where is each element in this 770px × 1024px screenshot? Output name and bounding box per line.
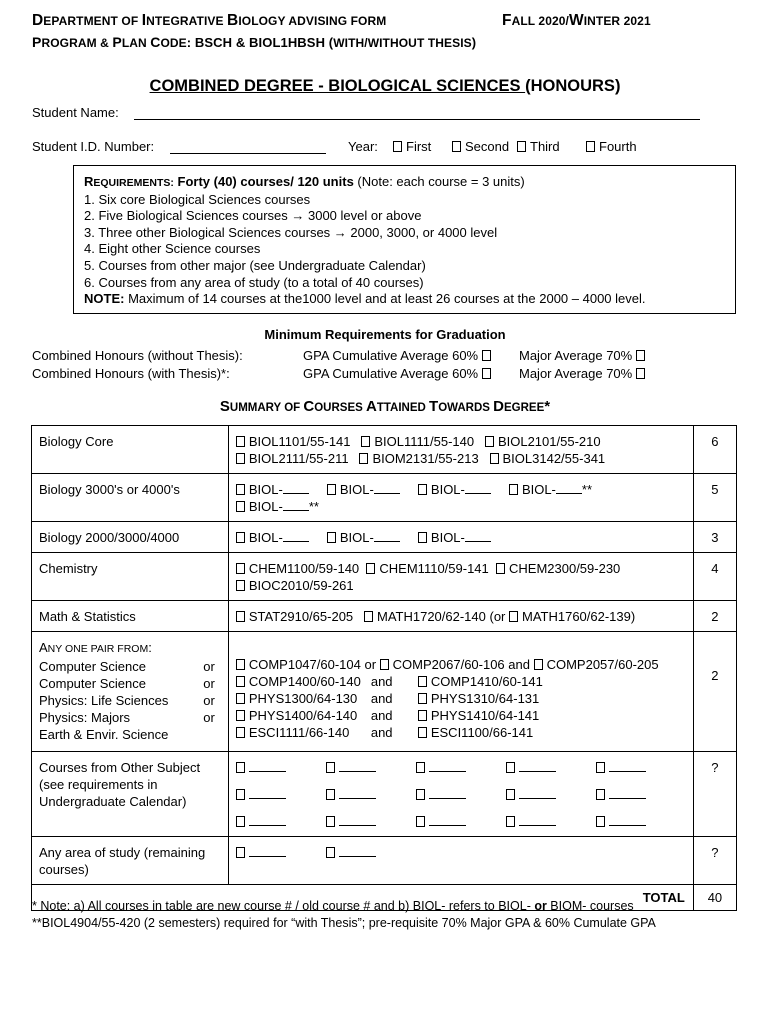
blank-course-entry[interactable] [596,759,686,776]
checkbox-icon[interactable] [418,693,427,704]
footnote-2: **BIOL4904/55-420 (2 semesters) required for “with Thesis”; pre-requisite 70% Major GPA & 60% Cumulate GPA [32,916,656,930]
checkbox-icon[interactable] [418,710,427,721]
min-requirements-title: Minimum Requirements for Graduation [264,327,506,342]
table-row [32,837,737,885]
min-req-label-with-thesis: Combined Honours (with Thesis)*: [32,366,230,381]
checkbox-icon[interactable] [236,693,245,704]
blank-line[interactable] [249,814,286,826]
checkbox-icon[interactable] [236,847,245,858]
blank-course-entry[interactable] [326,786,416,803]
course-list [228,837,693,885]
course-check[interactable]: ESCI1111/66-140 [236,724,371,741]
course-check[interactable]: PHYS1310/64-131 [418,690,686,707]
checkbox-icon[interactable] [236,789,245,800]
checkbox-icon[interactable] [636,350,645,361]
requirement-item: 3. Three other Biological Sciences courses → 2000, 3000, or 4000 level [84,224,498,240]
course-check[interactable]: MATH1760/62-139) [509,609,635,624]
blank-course-entry[interactable] [506,759,596,776]
checkbox-icon[interactable] [416,789,425,800]
row-label: ANY ONE PAIR FROM: Computer Science or Computer Science or Physics: Life Sciences or Physics: Majors or Earth & Envir. Science [32,632,229,752]
blank-course-entry[interactable] [326,844,416,861]
blank-course-entry[interactable] [596,813,686,830]
course-list [228,601,693,632]
course-count: ? [693,837,736,885]
year-second-option[interactable]: Second [452,139,509,154]
course-check[interactable]: COMP1410/60-141 [418,673,686,690]
department-header: DEPARTMENT OF INTEGRATIVE BIOLOGY ADVISING FORM [32,12,387,29]
checkbox-icon[interactable] [380,659,389,670]
checkbox-icon[interactable] [236,484,245,495]
checkbox-icon[interactable] [490,453,499,464]
row-label: Courses from Other Subject (see requirements in Undergraduate Calendar) [32,752,229,837]
checkbox-icon[interactable] [482,368,491,379]
course-check[interactable]: BIOL2111/55-211 [236,451,349,466]
blank-line[interactable] [609,787,646,799]
course-check[interactable]: BIOL3142/55-341 [490,451,606,466]
min-req-label-without-thesis: Combined Honours (without Thesis): [32,348,243,363]
checkbox-icon[interactable] [596,762,605,773]
blank-line[interactable] [339,814,376,826]
requirements-box [73,165,736,314]
course-check[interactable]: BIOL1111/55-140 [361,434,474,449]
row-label: Biology Core [32,426,229,474]
checkbox-icon[interactable] [636,368,645,379]
student-id-label: Student I.D. Number: [32,139,155,154]
checkbox-icon[interactable] [596,789,605,800]
requirement-item: 4. Eight other Science courses [84,241,261,257]
blank-line[interactable] [249,787,286,799]
checkbox-icon[interactable] [517,141,526,152]
course-check[interactable]: BIOL- [418,482,491,497]
course-count: ? [693,752,736,837]
checkbox-icon[interactable] [326,847,335,858]
course-count: 4 [693,553,736,601]
course-count: 3 [693,522,736,553]
program-code: PROGRAM & PLAN CODE: BSCH & BIOL1HBSH (WITH/WITHOUT THESIS) [32,34,477,50]
course-check[interactable]: BIOM2131/55-213 [359,451,478,466]
footnote-1: * Note: a) All courses in table are new course # / old course # and b) BIOL- refers to BIOL- or BIOM- courses [32,899,634,913]
blank-course-entry[interactable] [236,813,326,830]
blank-line[interactable] [249,760,286,772]
course-check[interactable]: COMP2067/60-106 and [380,657,530,672]
blank-course-entry[interactable] [236,759,326,776]
checkbox-icon[interactable] [509,484,518,495]
blank-course-entry[interactable] [596,786,686,803]
course-check[interactable]: COMP2057/60-205 [534,657,659,672]
course-check[interactable]: COMP1047/60-104 or [236,657,376,672]
course-list [228,553,693,601]
table-row [32,632,737,752]
course-check[interactable]: PHYS1400/64-140 [236,707,371,724]
pair-heading: ANY ONE PAIR FROM: [39,640,152,655]
blank-line[interactable] [519,787,556,799]
course-check[interactable]: CHEM1110/59-141 [366,561,488,576]
blank-line[interactable] [249,845,286,857]
checkbox-icon[interactable] [327,484,336,495]
checkbox-icon[interactable] [326,816,335,827]
blank-course-entry[interactable] [236,844,326,861]
course-check[interactable]: ESCI1100/66-141 [418,724,686,741]
checkbox-icon[interactable] [416,816,425,827]
course-check[interactable]: PHYS1300/64-130 [236,690,371,707]
table-row [32,553,737,601]
course-check[interactable]: BIOL- ** [236,499,319,514]
blank-line[interactable] [339,787,376,799]
requirement-item: 5. Courses from other major (see Undergraduate Calendar) [84,257,426,273]
blank-course-entry[interactable] [416,759,506,776]
page-title: COMBINED DEGREE - BIOLOGICAL SCIENCES (HONOURS) [149,77,621,95]
checkbox-icon[interactable] [506,816,515,827]
requirement-item: 6. Courses from any area of study (to a total of 40 courses) [84,274,424,290]
major-avg-with-thesis[interactable]: Major Average 70% [519,366,649,381]
blank-line[interactable] [429,787,466,799]
course-check[interactable]: CHEM2300/59-230 [496,561,620,576]
year-label: Year: [348,139,378,154]
student-name-field[interactable] [134,105,700,120]
checkbox-icon[interactable] [418,484,427,495]
blank-course-entry[interactable] [326,813,416,830]
checkbox-icon[interactable] [509,611,518,622]
total-count: 40 [693,885,736,911]
blank-course-entry[interactable] [416,813,506,830]
course-check[interactable]: BIOL- [236,482,309,497]
checkbox-icon[interactable] [236,611,245,622]
checkbox-icon[interactable] [452,141,461,152]
major-avg-without-thesis[interactable]: Major Average 70% [519,348,649,363]
requirement-note: NOTE: Maximum of 14 courses at the1000 level and at least 26 courses at the 2000 – 4000 level. [84,291,646,307]
course-check[interactable]: BIOL- [327,482,400,497]
course-count: 6 [693,426,736,474]
table-row [32,474,737,522]
summary-table [31,425,737,911]
table-row [32,601,737,632]
checkbox-icon[interactable] [506,762,515,773]
checkbox-icon[interactable] [236,710,245,721]
total-label: TOTAL [32,885,694,911]
blank-line[interactable] [609,814,646,826]
course-check[interactable]: STAT2910/65-205 [236,609,353,624]
checkbox-icon[interactable] [236,676,245,687]
course-check[interactable]: MATH1720/62-140 (or [364,609,505,624]
row-label: Biology 3000's or 4000's [32,474,229,522]
gpa-without-thesis[interactable]: GPA Cumulative Average 60% [303,348,495,363]
checkbox-icon[interactable] [327,532,336,543]
checkbox-icon[interactable] [236,727,245,738]
course-list: COMP1047/60-104 or COMP2067/60-106 and COMP2057/60-205 COMP1400/60-140 and COMP1410/60-141 PHYS1300/64-130 and PHYS1310/64-131 PHYS1400/64-140 and PHYS1410/64-141 ESCI1111/66-140 and ESCI1100/66-141 [228,632,693,752]
course-check[interactable]: COMP1400/60-140 [236,673,371,690]
row-label: Any area of study (remaining courses) [32,837,229,885]
course-check[interactable]: CHEM1100/59-140 [236,561,359,576]
course-check[interactable]: BIOL- [418,530,491,545]
course-check[interactable]: BIOL- [327,530,400,545]
course-check[interactable]: BIOL1101/55-141 [236,434,351,449]
checkbox-icon[interactable] [236,436,245,447]
table-row [32,426,737,474]
course-list [228,474,693,522]
checkbox-icon[interactable] [236,453,245,464]
checkbox-icon[interactable] [418,727,427,738]
course-check[interactable]: BIOC2010/59-261 [236,578,354,593]
checkbox-icon[interactable] [393,141,402,152]
year-first-option[interactable]: First [393,139,431,154]
checkbox-icon[interactable] [359,453,368,464]
checkbox-icon[interactable] [506,789,515,800]
requirements-heading: REQUIREMENTS: Forty (40) courses/ 120 units (Note: each course = 3 units) [84,174,525,189]
checkbox-icon[interactable] [534,659,543,670]
blank-course-entry[interactable] [506,786,596,803]
course-check[interactable]: BIOL- [236,530,309,545]
checkbox-icon[interactable] [366,563,375,574]
course-check[interactable]: PHYS1410/64-141 [418,707,686,724]
checkbox-icon[interactable] [496,563,505,574]
student-id-field[interactable] [170,139,326,154]
checkbox-icon[interactable] [236,659,245,670]
blank-line[interactable] [519,760,556,772]
blank-course-entry[interactable] [506,813,596,830]
requirement-item: 2. Five Biological Sciences courses → 3000 level or above [84,208,422,224]
checkbox-icon[interactable] [418,532,427,543]
course-list [228,426,693,474]
blank-line[interactable] [609,760,646,772]
gpa-with-thesis[interactable]: GPA Cumulative Average 60% [303,366,495,381]
blank-line[interactable] [429,814,466,826]
checkbox-icon[interactable] [596,816,605,827]
checkbox-icon[interactable] [482,350,491,361]
year-fourth-option[interactable]: Fourth [586,139,637,154]
table-row [32,752,737,837]
checkbox-icon[interactable] [236,762,245,773]
checkbox-icon[interactable] [236,563,245,574]
blank-line[interactable] [339,760,376,772]
course-check[interactable]: BIOL2101/55-210 [485,434,601,449]
row-label: Math & Statistics [32,601,229,632]
checkbox-icon[interactable] [418,676,427,687]
checkbox-icon[interactable] [236,816,245,827]
course-count: 2 [693,601,736,632]
requirement-item: 1. Six core Biological Sciences courses [84,191,311,207]
course-check[interactable]: BIOL- ** [509,482,592,497]
blank-course-entry[interactable] [236,786,326,803]
checkbox-icon[interactable] [236,532,245,543]
blank-course-entry[interactable] [416,786,506,803]
blank-line[interactable] [429,760,466,772]
checkbox-icon[interactable] [326,762,335,773]
checkbox-icon[interactable] [364,611,373,622]
term-header: FALL 2020/WINTER 2021 [502,12,651,29]
blank-line[interactable] [519,814,556,826]
year-third-option[interactable]: Third [517,139,560,154]
row-label: Chemistry [32,553,229,601]
checkbox-icon[interactable] [586,141,595,152]
table-row [32,522,737,553]
checkbox-icon[interactable] [326,789,335,800]
checkbox-icon[interactable] [236,501,245,512]
course-count: 5 [693,474,736,522]
footnotes [32,898,656,932]
blank-course-entry[interactable] [326,759,416,776]
summary-title: SUMMARY OF COURSES ATTAINED TOWARDS DEGREE* [219,398,551,415]
checkbox-icon[interactable] [361,436,370,447]
course-list [228,522,693,553]
course-count: 2 [693,632,736,752]
checkbox-icon[interactable] [485,436,494,447]
course-list [228,752,693,837]
row-label: Biology 2000/3000/4000 [32,522,229,553]
checkbox-icon[interactable] [416,762,425,773]
blank-line[interactable] [339,845,376,857]
checkbox-icon[interactable] [236,580,245,591]
student-name-label: Student Name: [32,105,119,120]
